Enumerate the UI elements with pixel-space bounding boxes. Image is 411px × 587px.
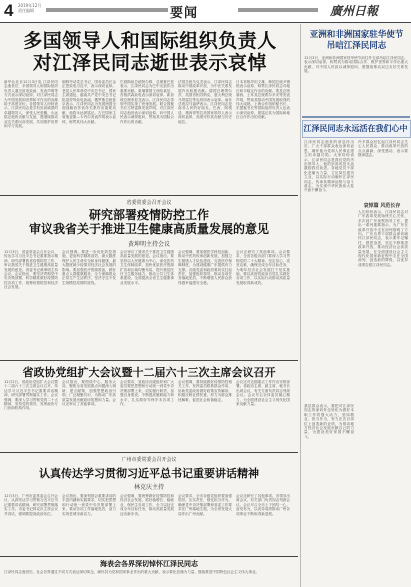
lead-column-5: 日本首相岸田文雄、韩国总统尹锡悦表示哀悼，称赞江泽民同志对地区和平稳定作出的贡献。埃及总统塞西、土耳其总统埃尔多安等发表声明，赞扬其推动中国发展取得的伟大成就。上海合作组织秘书长、东盟秘书长等国际组织负责人也表示深切哀悼，愿铭记其为国际和地区合作作出的贡献。 xyxy=(236,80,290,120)
lead-column-4: 法国总统马克龙表示，江泽民同志推动中国改革开放，为中法关系发展作出积极贡献。德国总理朔尔茨、英国首相苏纳克、意大利总统马塔雷拉等也纷纷表示哀悼。南非总统拉马福萨表示，江泽民同志是南非人民的好朋友。巴西、阿根廷、墨西哥等拉美国家领导人表示深切哀悼，高度评价其贡献与历史地位。 xyxy=(178,80,232,124)
story4-kicker: 广州市委常委会召开会议 xyxy=(121,457,177,463)
header-decor-bar-right xyxy=(238,8,318,12)
main-sidebar-separator xyxy=(300,24,301,587)
sidebar-column-1: 江泽民同志逝世的消息传出后，广大干部群众表达深切哀思，缅怀他为党和人民事业建立的卓越功勋。大家纷纷表示，江泽民同志是我们党的杰出领导人，他的崇高风范永远激励我们前进。各地党员干部化悲痛为力量，立足岗位建功立业，以实际行动缅怀江泽民同志，传承其精神品格与奋斗意志，为实现中华民族伟大复兴而不懈奋斗。 xyxy=(304,140,354,193)
story4-byline: 林克庆主持 xyxy=(133,484,164,491)
lead-headline-line1: 多国领导人和国际组织负责人 xyxy=(23,30,277,52)
story2-column-5: 会议还研究了其他事项。会议要求，全省各级各部门要深入学习贯彻党的二十大精神，坚定信心、攻坚克难，确保完成全年目标任务，为明年经济社会发展打下坚实基础。要以高度的政治自觉扎实做好各项工作，以实际行动推动高质量发展取得新成效。 xyxy=(236,250,290,285)
sidebar-title xyxy=(304,30,409,52)
story3-column-1: 12月2日，省政协党组扩大会议暨十二届六十三次主席会议召开，传达学习习近平总书记重要讲话精神，研究部署贯彻落实工作。会议强调，要深入学习贯彻党的二十大精神，坚持党的领导，发挥政协专门协商机构作用。 xyxy=(4,380,58,411)
story4-column-5: 会议还研究了其他事项。市领导出席会议，有关部门负责同志列席会议。会议号召全市上下团结一心，奋发有为，以优异成绩推动广州各项事业不断取得新进展。 xyxy=(236,494,290,516)
divider-1 xyxy=(0,195,298,196)
lead-column-3: 巴基斯坦总统阿尔维、总理夏巴兹表示，江泽民同志为巴中友谊作出重要贡献。柬埔寨国王西哈莫尼、首相洪森致电表示深切哀悼。新加坡总理李显龙表示，江泽民同志带领中国实现了快速发展。联合国秘书长古特雷斯发表声明，对江泽民同志逝世表示深切哀悼，向中国人民表示诚挚慰问，赞扬其为国际合作作出的贡献。 xyxy=(120,80,174,124)
section-name: 要闻 xyxy=(170,6,199,21)
lead-headline xyxy=(0,30,300,74)
sidebar-title-line2: 吊唁江泽民同志 xyxy=(326,41,387,51)
header-meta-line1: 2019年12月 xyxy=(18,3,42,8)
sidebar-stripe xyxy=(302,116,410,118)
story4-column-2: 会议指出，要深刻领会重要讲话的丰富内涵和实践要求，切实把思想和行动统一到党中央决策部署上来，推动各项工作落地见效，奋力实现老城市新活力。 xyxy=(62,494,116,516)
sidebar-column-3: 人们纷纷表示，江泽民同志对广东改革发展始终关心关怀，多次到广东视察指导工作，提出一系列重要指示，为广东在改革开放中走在前列指明了方向。广东各界干部群众深切缅怀江泽民同志，表示要牢记嘱托、感恩奋进，坚定不移推进改革开放，推动经济社会高质量发展，在全面建设社会主义现代化国家新征程中走在全国前列、创造新的辉煌，以优异成绩告慰江泽民同志。 xyxy=(358,210,408,267)
story3-headline: 省政协党组扩大会议暨十二届六十三次主席会议召开 xyxy=(22,366,276,379)
story2-column-3: 会议审议了我省关于推进卫生健康高质量发展的意见。会议指出，要坚持以人民健康为中心，深化医药卫生体制改革，加快优质医疗资源扩容和区域均衡布局，提升基层医疗卫生服务能力，推动公共卫生体系建设，全面提高全省卫生健康事业发展水平。 xyxy=(120,250,174,285)
story2-column-1: 12月3日，省委常委会召开会议，传达学习习近平总书记重要指示精神，研究部署我省疫情防控工作，审议我省关于推进卫生健康高质量发展的意见。省委书记黄坤明主持会议。会议指出，要坚决贯彻党中央决策部署，科学精准做好疫情防控各项工作，统筹疫情防控和经济社会发展。 xyxy=(4,250,58,290)
story3-column-3: 会议要求，省政协各级组织和广大委员要把思想和行动统一到党中央决策部署上来，切实履行职责，加强自身建设，不断提高履职能力和水平，扎实做好年终岁末各项工作。 xyxy=(120,380,174,407)
story4-headline: 认真传达学习贯彻习近平总书记重要讲话精神 xyxy=(39,467,259,480)
story2-headline-line1: 研究部署疫情防控工作 xyxy=(88,208,209,222)
bottom-story-title: 海表会各界深切悼怀江泽民同志 xyxy=(100,559,198,568)
page-number: 4 xyxy=(4,1,14,20)
sidebar-column-4: 基层群众表示，要把对江泽民同志的深切怀念转化为做好本职工作的强大动力，爱岗敬业、担当作为，努力在各自岗位上创造新的业绩，为推动地方经济社会发展贡献自己的力量，为建设美好家园不懈奋斗。 xyxy=(304,404,354,439)
lead-column-2: 朝鲜劳动党总书记、国务委员长金正恩致电习近平，表示深切哀悼。老挝人民革命党中央总书记、国家主席通伦，越南共产党中央总书记阮富仲等致电致函。俄罗斯总统普京表示，江泽民同志为发展两国全面战略协作伙伴关系作出重要贡献，他将永远被铭记。古巴国家主席迪亚斯—卡内尔发表声明表示哀悼，称赞其伟大贡献。 xyxy=(62,80,116,124)
lead-column-1: 新华社北京12月3日电 江泽民同志逝世后，多国领导人和国际组织负责人通过致电致函、发表声明等方式表示深切哀悼，对江泽民同志为中国发展和世界和平作出的贡献给予高度评价。各国领导人纷纷表示，江泽民同志是享有崇高威望的卓越领导人，深受人民爱戴，永远铭记他的贡献与友谊，愿继续推动双边关系向前发展，共同维护世界和平与发展。 xyxy=(4,80,58,129)
masthead-logo: 廣州日報 xyxy=(330,4,379,18)
divider-3 xyxy=(0,452,298,453)
story2-kicker: 省委常委会召开会议 xyxy=(126,200,172,206)
header-meta xyxy=(18,3,41,13)
sidebar-intro-text: 12月3日，亚洲和非洲国家驻华使节前往外交部吊唁江泽民同志，表示深切哀悼，称赞其为推动国际合作、维护世界和平作出重大贡献，对中国人民致以诚挚慰问，愿继续推动双边友好关系发展。 xyxy=(304,56,408,74)
story3-column-4: 会议强调，要持续做好疫情防控相关工作，发挥委员联系群众作用，协助党委政府做好政策宣传解读，积极反映社情民意，努力为群众排忧解难，促进社会和谐稳定。 xyxy=(178,380,232,402)
lead-headline-line2: 对江泽民同志逝世表示哀悼 xyxy=(32,52,267,74)
bottom-story-text: 江泽民同志逝世后，社会各界通过不同方式表达深切悼念，缅怀其为党和国家事业作出的重大贡献，表示要化悲痛为力量，继续推进中国特色社会主义伟大事业。 xyxy=(4,570,260,574)
story4-column-4: 会议要求，全市各级党组织要加强领导，压实责任，强化担当作为，确保党中央决策部署和省委工作要求在广州落地生根，为全省发展大局作出广州贡献。 xyxy=(178,494,232,516)
sidebar-sub-heading: 哀悼篇 风范长存 xyxy=(363,203,401,209)
sidebar-title-line1: 亚洲和非洲国家驻华使节 xyxy=(309,30,404,40)
story3-column-2: 会议指出，要围绕中心、服务大局，聚焦全省发展重点问题深入调研、建言献策，加强思想政治引领，广泛凝聚共识，为推动广东高质量发展贡献政协智慧和力量。会议还审议了其他事项。 xyxy=(62,380,116,407)
story2-byline: 黄坤明主持会议 xyxy=(127,241,170,248)
story2-column-2: 会议强调，要进一步优化防控措施，更加科学精准高效，最大限度保护人民生命安全和身体健康，最大限度减少疫情对经济社会发展的影响。要加强医疗资源准备，做好重点人群健康服务，全力保障群众正常生产生活秩序，坚决守住不发生规模性疫情的底线。 xyxy=(62,250,116,285)
story2-headline-line2: 审议我省关于推进卫生健康高质量发展的意见 xyxy=(28,222,269,236)
sidebar-column-2: 许多群众回忆起江泽民同志关心人民群众、推动改革开放的点点滴滴，深受感动，表示要继承遗志。 xyxy=(358,140,408,158)
story2-column-4: 会议强调，要加强医学科技创新，推动中医药传承创新发展，加强卫生健康人才队伍建设，完善医疗保障制度，为建设健康广东提供有力支撑。各级党委和政府要切实扛起责任，加强组织领导，推动各项任务落地见效，不断增强人民群众获得感幸福感安全感。 xyxy=(178,250,232,285)
header-rule xyxy=(0,22,411,23)
divider-2 xyxy=(0,360,298,361)
story3-column-5: 会议还对近期重点工作作出安排部署。省政协主席、副主席、秘书长出席会议，有关方面负责同志列席会议。会议号召全体委员凝心聚力，为全面建设社会主义现代化国家贡献力量。 xyxy=(236,380,290,407)
story2-headline xyxy=(0,208,298,236)
story4-column-3: 会议强调，要统筹做好疫情防控和经济社会发展，抓好稳增长、稳就业、保民生各项工作，全力以赴完成全年目标任务，推动高质量发展迈出新步伐。 xyxy=(120,494,174,516)
header-decor-bar-left xyxy=(46,8,168,12)
divider-4 xyxy=(0,556,298,557)
sidebar-box-title: 江泽民同志永远活在我们心中 xyxy=(303,123,408,133)
story4-column-1: 12月3日，广州市委常委会召开会议，认真传达学习贯彻习近平总书记重要讲话精神，研究部署贯彻落实工作。市委书记林克庆主持会议并讲话，强调要提高政治站位。 xyxy=(4,494,58,516)
header-meta-line2: 责任编辑 xyxy=(18,8,34,13)
